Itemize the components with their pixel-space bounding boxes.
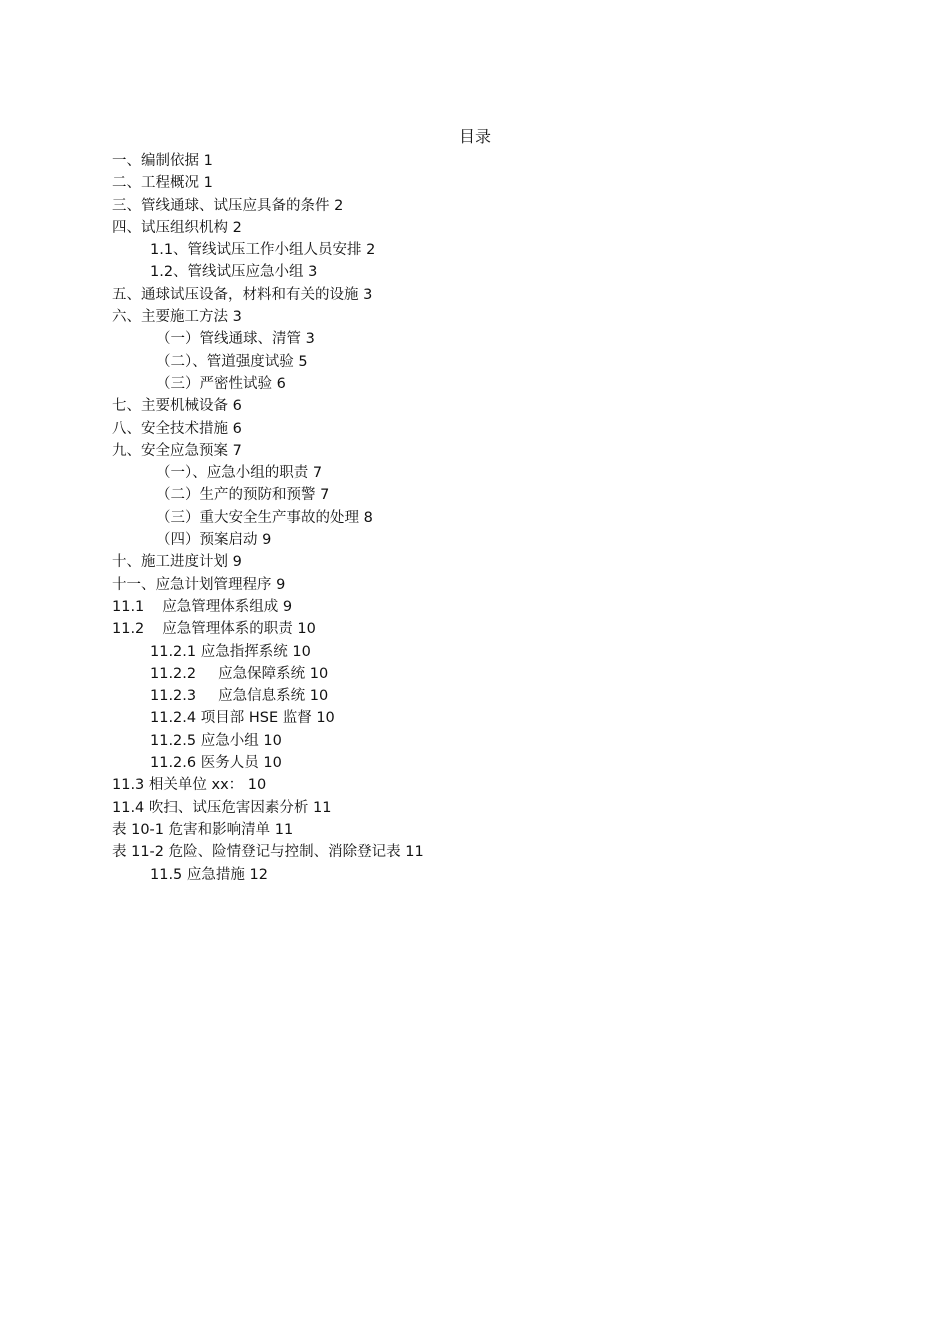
- toc-entry-text: 1.1、管线试压工作小组人员安排 2: [150, 242, 376, 259]
- toc-entry: [0, 195, 950, 217]
- toc-entry-text: 九、安全应急预案 7: [112, 442, 242, 459]
- toc-entry: [0, 551, 950, 573]
- toc-entry: [0, 261, 950, 283]
- toc-entry-text: 应急信息系统 10: [218, 688, 329, 705]
- toc-entry-text: （二）、管道强度试验 5: [156, 353, 308, 370]
- toc-entry: [0, 730, 950, 752]
- toc-entry-text: 六、主要施工方法 3: [112, 309, 242, 326]
- toc-entry-text: 七、主要机械设备 6: [112, 398, 242, 415]
- toc-entry-text: 11.2.1 应急指挥系统 10: [150, 643, 311, 660]
- toc-entry: [0, 440, 950, 462]
- toc-entry-text: 十、施工进度计划 9: [112, 554, 242, 571]
- toc-entry-text: 应急管理体系组成 9: [162, 598, 293, 615]
- toc-entry-text: 四、试压组织机构 2: [112, 219, 242, 236]
- toc-entry: [0, 707, 950, 729]
- toc-entry-text: 八、安全技术措施 6: [112, 420, 242, 437]
- toc-entry-text: （一）、应急小组的职责 7: [156, 465, 323, 482]
- toc-entry: [0, 306, 950, 328]
- toc-entry: [0, 418, 950, 440]
- toc-entry: [0, 462, 950, 484]
- toc-entry: [0, 284, 950, 306]
- toc-entry-text: 11.5 应急措施 12: [150, 866, 268, 883]
- toc-entry-text: 11.3 相关单位 xx： 10: [112, 777, 267, 794]
- toc-entry: [0, 239, 950, 261]
- toc-entry: [0, 774, 950, 796]
- toc-entry-text: （三）重大安全生产事故的处理 8: [156, 509, 373, 526]
- page-title: 目录: [458, 127, 491, 146]
- toc-entry: [0, 864, 950, 886]
- toc-entry-text: 十一、应急计划管理程序 9: [112, 576, 286, 593]
- toc-entry-text: （三）严密性试验 6: [156, 375, 286, 392]
- toc-entry: [0, 172, 950, 194]
- toc-entry-text: 三、管线通球、试压应具备的条件 2: [112, 197, 344, 214]
- toc-entry-number: 11.1: [112, 598, 145, 615]
- toc-entry-text: 应急管理体系的职责 10: [162, 621, 316, 638]
- toc-entry-number: 11.2: [112, 621, 145, 638]
- toc-entry-text: 11.2.5 应急小组 10: [150, 732, 282, 749]
- toc-entry: [0, 618, 950, 640]
- toc-entry-text: 应急保障系统 10: [218, 665, 329, 682]
- toc-entry-text: （一）管线通球、清管 3: [156, 331, 315, 348]
- toc-entry-number: 11.2.2: [150, 665, 197, 682]
- toc-entry: [0, 596, 950, 618]
- toc-entry: [0, 328, 950, 350]
- toc-entry-text: 二、工程概况 1: [112, 175, 213, 192]
- toc-entry: [0, 819, 950, 841]
- toc-entry: [0, 351, 950, 373]
- toc-entry: [0, 663, 950, 685]
- toc-entry: [0, 797, 950, 819]
- toc-entry: [0, 484, 950, 506]
- toc-entry-text: 1.2、管线试压应急小组 3: [150, 264, 318, 281]
- toc-entry: [0, 373, 950, 395]
- toc-entry-text: 五、通球试压设备，材料和有关的设施 3: [112, 286, 373, 303]
- toc-entry: [0, 507, 950, 529]
- toc-entry-text: 表 11-2 危险、险情登记与控制、消除登记表 11: [112, 844, 424, 861]
- toc-entry-text: 11.2.6 医务人员 10: [150, 755, 282, 772]
- toc-entry: [0, 150, 950, 172]
- toc-entry-text: 一、编制依据 1: [112, 153, 213, 169]
- toc-entry-text: 11.4 吹扫、试压危害因素分析 11: [112, 799, 332, 816]
- toc-entry: [0, 574, 950, 596]
- toc-entry: [0, 752, 950, 774]
- toc-entry: [0, 641, 950, 663]
- toc-entry: [0, 841, 950, 863]
- toc-entry: [0, 217, 950, 239]
- toc-entry: [0, 529, 950, 551]
- table-of-contents: [0, 150, 950, 886]
- toc-entry-text: （二）生产的预防和预警 7: [156, 487, 330, 504]
- toc-entry: [0, 685, 950, 707]
- toc-entry-text: 11.2.4 项目部 HSE 监督 10: [150, 710, 335, 727]
- toc-entry-number: 11.2.3: [150, 688, 197, 705]
- toc-entry: [0, 395, 950, 417]
- toc-entry-text: （四）预案启动 9: [156, 532, 272, 549]
- toc-entry-text: 表 10-1 危害和影响清单 11: [112, 821, 294, 838]
